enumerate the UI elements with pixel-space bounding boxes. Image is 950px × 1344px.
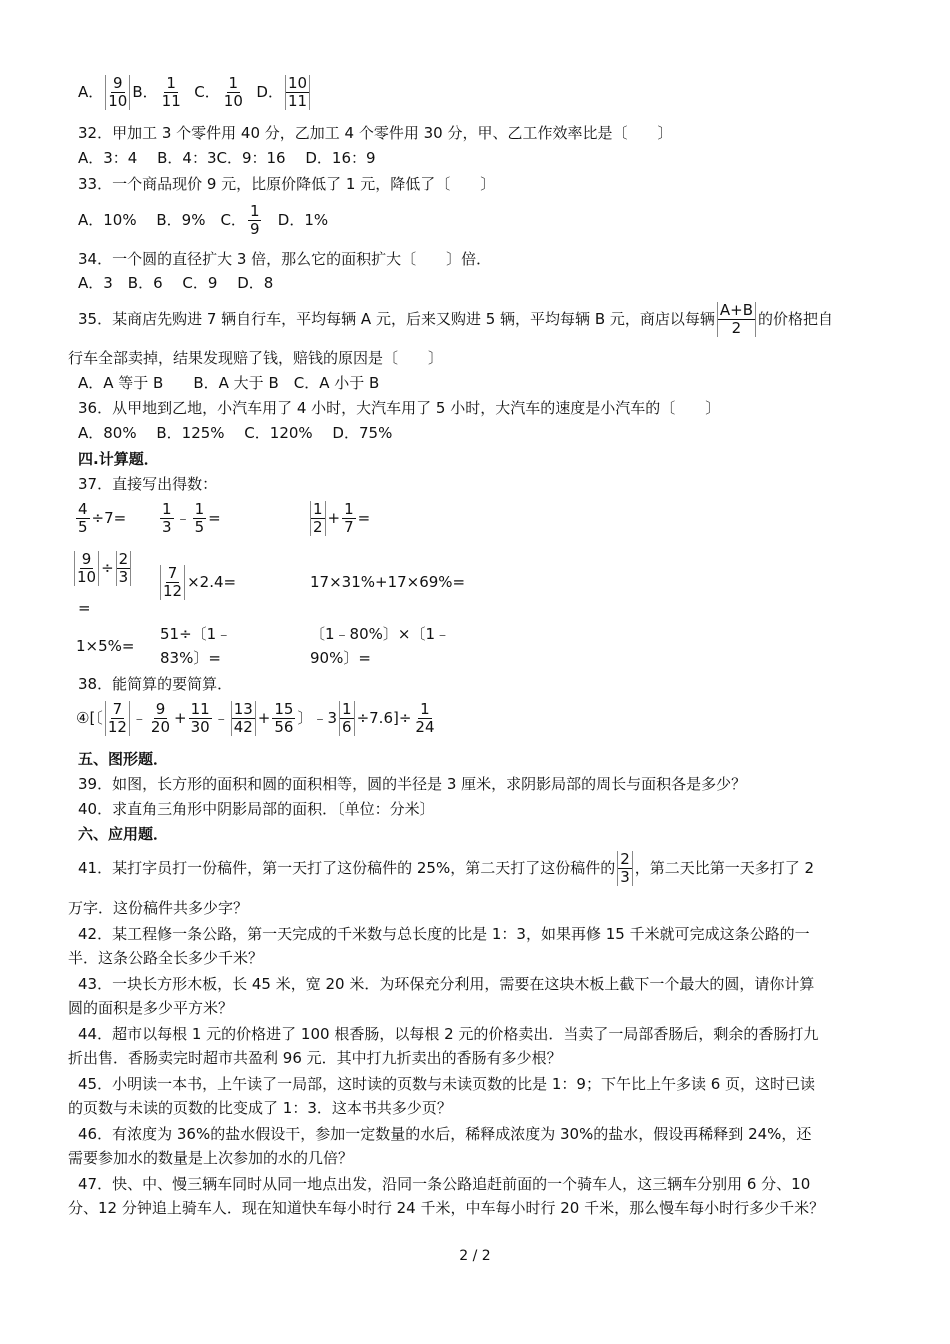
q40-text: 40．求直角三角形中阴影局部的面积．〔单位：分米〕 bbox=[78, 800, 435, 818]
q41-line1: 41．某打字员打一份稿件，第一天打了这份稿件的 25%，第二天打了这份稿件的 $\frac{2}{3}$ ，第二天比第一天多打了 2 bbox=[78, 850, 815, 886]
q33-text: 33．一个商品现价 9 元，比原价降低了 1 元，降低了〔 〕 bbox=[78, 175, 496, 193]
q37-r1c3: $\frac{1}{2}$ + $\frac{1}{7}$ = bbox=[308, 496, 370, 540]
q41-line2: 万字．这份稿件共多少字？ bbox=[68, 899, 249, 917]
q38-text: 38．能简算的要简算． bbox=[78, 675, 233, 693]
q42-line1: 42．某工程修一条公路，第一天完成的千米数与总长度的比是 1：3，如果再修 15 千米就可完成这条公路的一 bbox=[78, 925, 810, 943]
q37-r3c2-l2: 83%〕= bbox=[160, 649, 221, 667]
q31-frac-c: $\frac{1}{10}$ bbox=[223, 74, 243, 110]
q34-options: A．3 B．6 C．9 D．8 bbox=[78, 274, 274, 292]
q35-options: A．A 等于 B B．A 大于 B C．A 小于 B bbox=[78, 374, 380, 392]
q37-r2c1: $\frac{9}{10}$ ÷ $\frac{2}{3}$ bbox=[74, 546, 133, 590]
page-number: 2 / 2 bbox=[459, 1248, 491, 1264]
section-6-title: 六、应用题． bbox=[78, 825, 169, 843]
q37-r3c2-l1: 51÷〔1﹣ bbox=[160, 625, 232, 643]
q37-r2c1-eq: = bbox=[78, 599, 91, 617]
q45-line2: 的页数与未读的页数的比变成了 1：3．这本书共多少页？ bbox=[68, 1099, 452, 1117]
q37-r3c3-l2: 90%〕= bbox=[310, 649, 371, 667]
q36-options: A．80% B．125% C．120% D．75% bbox=[78, 424, 393, 442]
q31-frac-b: $\frac{1}{11}$ bbox=[161, 74, 181, 110]
q37-text: 37．直接写出得数： bbox=[78, 475, 218, 493]
q35-line1: 35．某商店先购进 7 辆自行车，平均每辆 A 元，后来又购进 5 辆，平均每辆 B 元，商店以每辆 $\frac{A+B}{2}$ 的价格把自 bbox=[78, 301, 834, 337]
q33-frac: $\frac{1}{9}$ bbox=[249, 202, 260, 238]
q32-text: 32．甲加工 3 个零件用 40 分，乙加工 4 个零件用 30 分，甲、乙工作效率比是〔 〕 bbox=[78, 124, 673, 142]
q35-line2: 行车全部卖掉，结果发现赔了钱，赔钱的原因是〔 〕 bbox=[68, 349, 444, 367]
q37-r1c1: $\frac{4}{5}$ ÷7= bbox=[78, 500, 127, 536]
q35-frac: $\frac{A+B}{2}$ bbox=[717, 302, 756, 337]
section-4-title: 四.计算题． bbox=[78, 450, 159, 468]
q46-line1: 46．有浓度为 36%的盐水假设干，参加一定数量的水后，稀释成浓度为 30%的盐水，假设再稀释到 24%，还 bbox=[78, 1125, 812, 1143]
q34-text: 34．一个圆的直径扩大 3 倍，那么它的面积扩大〔 〕倍． bbox=[78, 250, 492, 268]
q37-r2c2: $\frac{7}{12}$ ×2.4= bbox=[158, 560, 236, 604]
q32-options: A．3：4 B．4：3C．9：16 D．16：9 bbox=[78, 149, 376, 167]
q31-options: A． $\frac{9}{10}$ B． $\frac{1}{11}$ C． $\frac{1}{10}$ D． $\frac{10}{11}$ bbox=[78, 70, 312, 114]
q43-line1: 43．一块长方形木板，长 45 米，宽 20 米．为环保充分利用，需要在这块木板上截下一个最大的圆，请你计算 bbox=[78, 975, 815, 993]
q37-r3c3-l1: 〔1﹣80%〕×〔1﹣ bbox=[310, 625, 450, 643]
q36-text: 36．从甲地到乙地，小汽车用了 4 小时，大汽车用了 5 小时，大汽车的速度是小汽车的〔 〕 bbox=[78, 399, 721, 417]
q31-frac-d: $\frac{10}{11}$ bbox=[285, 75, 310, 110]
q46-line2: 需要参加水的数量是上次参加的水的几倍？ bbox=[68, 1149, 354, 1167]
q37-r1c2: $\frac{1}{3}$ ﹣ $\frac{1}{5}$ = bbox=[162, 500, 221, 536]
section-5-title: 五、图形题． bbox=[78, 750, 169, 768]
q38-expression: ④[〔 $\frac{7}{12}$ ﹣ $\frac{9}{20}$ + $\frac{11}{30}$ ﹣ $\frac{13}{42}$ + $\frac{15}{56}$ 〕﹣3 $\frac{1}{6}$ ÷7.6]÷ $\frac{1}{24}$ bbox=[76, 700, 435, 736]
q42-line2: 半．这条公路全长多少千米？ bbox=[68, 949, 264, 967]
q45-line1: 45．小明读一本书，上午读了一局部，这时读的页数与未读页数的比是 1：9；下午比上午多读 6 页，这时已读 bbox=[78, 1075, 816, 1093]
q44-line2: 折出售．香肠卖完时超市共盈利 96 元．其中打九折卖出的香肠有多少根？ bbox=[68, 1049, 562, 1067]
q37-r3c1: 1×5%= bbox=[76, 637, 135, 655]
q43-line2: 圆的面积是多少平方米？ bbox=[68, 999, 234, 1017]
q37-r2c3: 17×31%+17×69%= bbox=[310, 573, 466, 591]
q39-text: 39．如图，长方形的面积和圆的面积相等，圆的半径是 3 厘米，求阴影局部的周长与面积各是多少？ bbox=[78, 775, 747, 793]
q47-line1: 47．快、中、慢三辆车同时从同一地点出发，沿同一条公路追赶前面的一个骑车人，这三辆车分别用 6 分、10 bbox=[78, 1175, 811, 1193]
q33-options: A．10% B．9% C． $\frac{1}{9}$ D．1% bbox=[78, 202, 329, 238]
q31-frac-a: $\frac{9}{10}$ bbox=[105, 75, 130, 110]
q47-line2: 分、12 分钟追上骑车人．现在知道快车每小时行 24 千米，中车每小时行 20 千米，那么慢车每小时行多少千米？ bbox=[68, 1199, 825, 1217]
q44-line1: 44．超市以每根 1 元的价格进了 100 根香肠，以每根 2 元的价格卖出．当卖了一局部香肠后，剩余的香肠打九 bbox=[78, 1025, 819, 1043]
